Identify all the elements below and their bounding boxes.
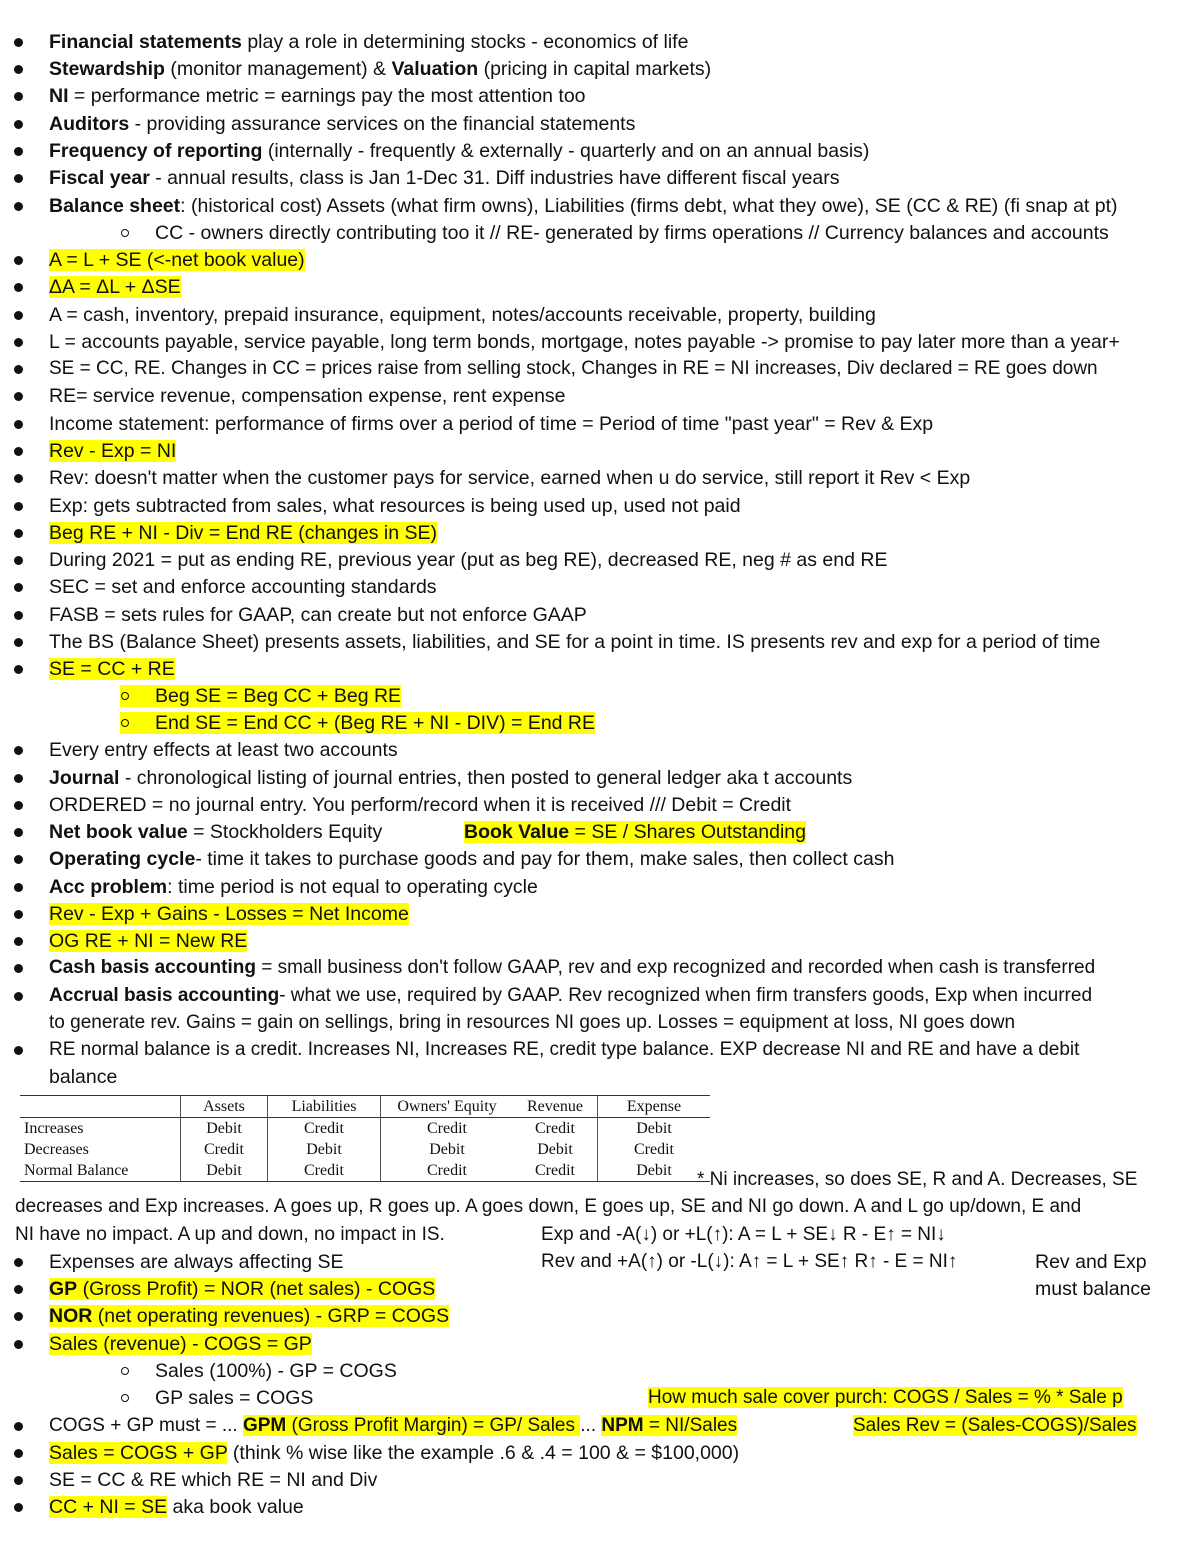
note-line: SE = CC + RE (49, 658, 175, 680)
note-line: SEC = set and enforce accounting standards (49, 576, 437, 598)
note-text: Sales Rev = (Sales-COGS)/Sales (853, 1415, 1137, 1436)
bullet-icon (14, 65, 23, 74)
bullet-icon (14, 147, 23, 156)
table-cell: Debit (381, 1139, 514, 1160)
bullet-icon (14, 256, 23, 265)
note-line: L = accounts payable, service payable, long term bonds, mortgage, notes payable -> promise to pay later more than a year+ (49, 331, 1120, 353)
table-header-cell: Revenue (513, 1096, 598, 1118)
bullet-icon (14, 1422, 23, 1431)
note-subline: End SE = End CC + (Beg RE + NI - DIV) = End RE (120, 710, 595, 736)
note-line-continued: balance (49, 1066, 118, 1088)
bullet-icon (14, 801, 23, 810)
table-header-cell: Expense (598, 1096, 711, 1118)
sub-bullet-icon (121, 692, 129, 700)
bullet-icon (14, 1476, 23, 1485)
sub-bullet-icon (121, 229, 129, 237)
note-line: A = L + SE (<-net book value) (49, 249, 305, 271)
bullet-icon (14, 447, 23, 456)
note-line: Balance sheet: (historical cost) Assets (what firm owns), Liabilities (firms debt, what they owe), SE (CC & RE) (fi snap at pt) (49, 195, 1118, 217)
note-line: Sales = COGS + GP (think % wise like the example .6 & .4 = 100 & = $100,000) (49, 1442, 740, 1464)
bullet-icon (14, 420, 23, 429)
table-header-cell: Liabilities (268, 1096, 381, 1118)
bullet-icon (14, 937, 23, 946)
note-line: Rev - Exp + Gains - Losses = Net Income (49, 903, 409, 925)
note-line: Cash basis accounting = small business don't follow GAAP, rev and exp recognized and recorded when cash is transferred (49, 957, 1096, 978)
table-cell: Debit (598, 1160, 711, 1182)
note-subline: CC - owners directly contributing too it // RE- generated by firms operations // Currency balances and accounts (155, 222, 1109, 244)
note-line: FASB = sets rules for GAAP, can create but not enforce GAAP (49, 604, 587, 626)
note-line: Expenses are always affecting SE (49, 1251, 344, 1273)
note-line: Exp: gets subtracted from sales, what resources is being used up, used not paid (49, 495, 741, 517)
table-row (20, 1139, 710, 1160)
bullet-icon (14, 1312, 23, 1321)
bullet-icon (14, 502, 23, 511)
bullet-icon (14, 910, 23, 919)
note-line: ORDERED = no journal entry. You perform/record when it is received /// Debit = Credit (49, 794, 792, 816)
note-line: COGS + GP must = ... GPM (Gross Profit Margin) = GP/ Sales ... NPM = NI/Sales (49, 1415, 738, 1436)
note-line: Financial statements play a role in determining stocks - economics of life (49, 31, 689, 53)
note-line: SE = CC & RE which RE = NI and Div (49, 1469, 378, 1491)
note-text: How much sale cover purch: COGS / Sales = % * Sale p (648, 1387, 1123, 1408)
note-line: During 2021 = put as ending RE, previous year (put as beg RE), decreased RE, neg # as end RE (49, 549, 888, 571)
bullet-icon (14, 92, 23, 101)
table-cell: Credit (268, 1160, 381, 1182)
note-line: Operating cycle- time it takes to purchase goods and pay for them, make sales, then collect cash (49, 848, 895, 870)
table-header-cell: Assets (181, 1096, 268, 1118)
note-line: The BS (Balance Sheet) presents assets, liabilities, and SE for a point in time. IS presents rev and exp for a period of time (49, 631, 1101, 653)
table-header-row (20, 1096, 710, 1118)
note-line: Acc problem: time period is not equal to operating cycle (49, 876, 538, 898)
note-text: Rev and +A(↑) or -L(↓): A↑ = L + SE↑ R↑ - E = NI↑ (541, 1251, 958, 1272)
note-line: Rev - Exp = NI (49, 440, 177, 462)
note-line: ΔA = ΔL + ΔSE (49, 276, 181, 298)
note-line: Net book value = Stockholders Equity (49, 821, 383, 843)
bullet-icon (14, 583, 23, 592)
note-text: decreases and Exp increases. A goes up, R goes up. A goes down, E goes up, SE and NI go down. A and L go up/down, E and (15, 1196, 1082, 1217)
bullet-icon (14, 746, 23, 755)
table-cell: Decreases (24, 1141, 89, 1158)
bullet-icon (14, 1046, 23, 1055)
bullet-icon (14, 611, 23, 620)
table-header-cell (20, 1096, 181, 1118)
debit-credit-table (20, 1095, 710, 1182)
note-line: GP (Gross Profit) = NOR (net sales) - COGS (49, 1278, 436, 1300)
note-line: NOR (net operating revenues) - GRP = COGS (49, 1305, 450, 1327)
note-subline: Sales (100%) - GP = COGS (155, 1360, 397, 1382)
note-line: Stewardship (monitor management) & Valuation (pricing in capital markets) (49, 58, 712, 80)
book-value-formula: Book Value = SE / Shares Outstanding (464, 821, 806, 843)
bullet-icon (14, 883, 23, 892)
bullet-icon (14, 992, 23, 1001)
bullet-icon (14, 638, 23, 647)
table-cell: Credit (598, 1139, 711, 1160)
table-cell: Credit (381, 1160, 514, 1182)
bullet-icon (14, 38, 23, 47)
bullet-icon (14, 174, 23, 183)
table-row (20, 1118, 710, 1140)
bullet-icon (14, 1285, 23, 1294)
table-cell: Credit (181, 1139, 268, 1160)
note-text: * Ni increases, so does SE, R and A. Decreases, SE (697, 1169, 1138, 1190)
sub-bullet-icon (121, 719, 129, 727)
note-text: NI have no impact. A up and down, no impact in IS. (15, 1224, 445, 1245)
bullet-icon (14, 964, 23, 973)
note-subline: Beg SE = Beg CC + Beg RE (120, 683, 401, 709)
bullet-icon (14, 1340, 23, 1349)
table-cell: Credit (381, 1118, 514, 1140)
note-line: Rev: doesn't matter when the customer pays for service, earned when u do service, still report it Rev < Exp (49, 467, 971, 489)
note-line: Beg RE + NI - Div = End RE (changes in SE) (49, 522, 438, 544)
note-text: Exp and -A(↓) or +L(↑): A = L + SE↓ R - E↑ = NI↓ (541, 1224, 946, 1245)
table-cell: Increases (24, 1120, 84, 1137)
bullet-icon (14, 120, 23, 129)
bullet-icon (14, 1258, 23, 1267)
note-line: Income statement: performance of firms over a period of time = Period of time "past year" = Rev & Exp (49, 413, 934, 435)
bullet-icon (14, 474, 23, 483)
bullet-icon (14, 774, 23, 783)
table-cell: Credit (513, 1160, 598, 1182)
bullet-icon (14, 556, 23, 565)
note-line: CC + NI = SE aka book value (49, 1496, 304, 1518)
bullet-icon (14, 338, 23, 347)
note-line: RE= service revenue, compensation expense, rent expense (49, 385, 566, 407)
bullet-icon (14, 855, 23, 864)
note-subline: GP sales = COGS (155, 1387, 314, 1409)
table-cell: Debit (537, 1141, 573, 1158)
bullet-icon (14, 311, 23, 320)
note-line: A = cash, inventory, prepaid insurance, equipment, notes/accounts receivable, property, building (49, 304, 876, 326)
note-line: Fiscal year - annual results, class is Jan 1-Dec 31. Diff industries have different fiscal years (49, 167, 840, 189)
bullet-icon (14, 202, 23, 211)
table-cell: Normal Balance (20, 1160, 181, 1182)
note-text: Rev and Exp (1035, 1251, 1147, 1273)
note-line-continued: to generate rev. Gains = gain on sellings, bring in resources NI goes up. Losses = equipment at loss, NI goes down (49, 1012, 1016, 1033)
table-cell: Debit (598, 1118, 711, 1140)
bullet-icon (14, 392, 23, 401)
sub-bullet-icon (121, 1394, 129, 1402)
bullet-icon (14, 1449, 23, 1458)
table-cell: Debit (181, 1160, 268, 1182)
bullet-icon (14, 283, 23, 292)
sub-bullet-icon (121, 1367, 129, 1375)
table-header-cell: Owners' Equity (381, 1096, 514, 1118)
bullet-icon (14, 529, 23, 538)
table-cell: Credit (535, 1120, 575, 1137)
note-text: must balance (1035, 1278, 1151, 1300)
note-line: NI = performance metric = earnings pay the most attention too (49, 85, 586, 107)
table-cell: Debit (181, 1118, 268, 1140)
table-row (20, 1160, 710, 1182)
note-line: Accrual basis accounting- what we use, required by GAAP. Rev recognized when firm transfers goods, Exp when incurred (49, 985, 1093, 1006)
bullet-icon (14, 665, 23, 674)
note-line: Every entry effects at least two accounts (49, 739, 398, 761)
table-cell: Debit (268, 1139, 381, 1160)
bullet-icon (14, 365, 23, 374)
note-line: Auditors - providing assurance services on the financial statements (49, 113, 636, 135)
note-line: Journal - chronological listing of journal entries, then posted to general ledger aka t accounts (49, 767, 853, 789)
note-line: Frequency of reporting (internally - frequently & externally - quarterly and on an annual basis) (49, 140, 870, 162)
note-line: RE normal balance is a credit. Increases NI, Increases RE, credit type balance. EXP decrease NI and RE and have a debit (49, 1039, 1080, 1060)
note-line: OG RE + NI = New RE (49, 930, 248, 952)
note-line: SE = CC, RE. Changes in CC = prices raise from selling stock, Changes in RE = NI increases, Div declared = RE goes down (49, 358, 1098, 379)
table-cell: Credit (268, 1118, 381, 1140)
note-line: Sales (revenue) - COGS = GP (49, 1333, 312, 1355)
bullet-icon (14, 1503, 23, 1512)
bullet-icon (14, 828, 23, 837)
